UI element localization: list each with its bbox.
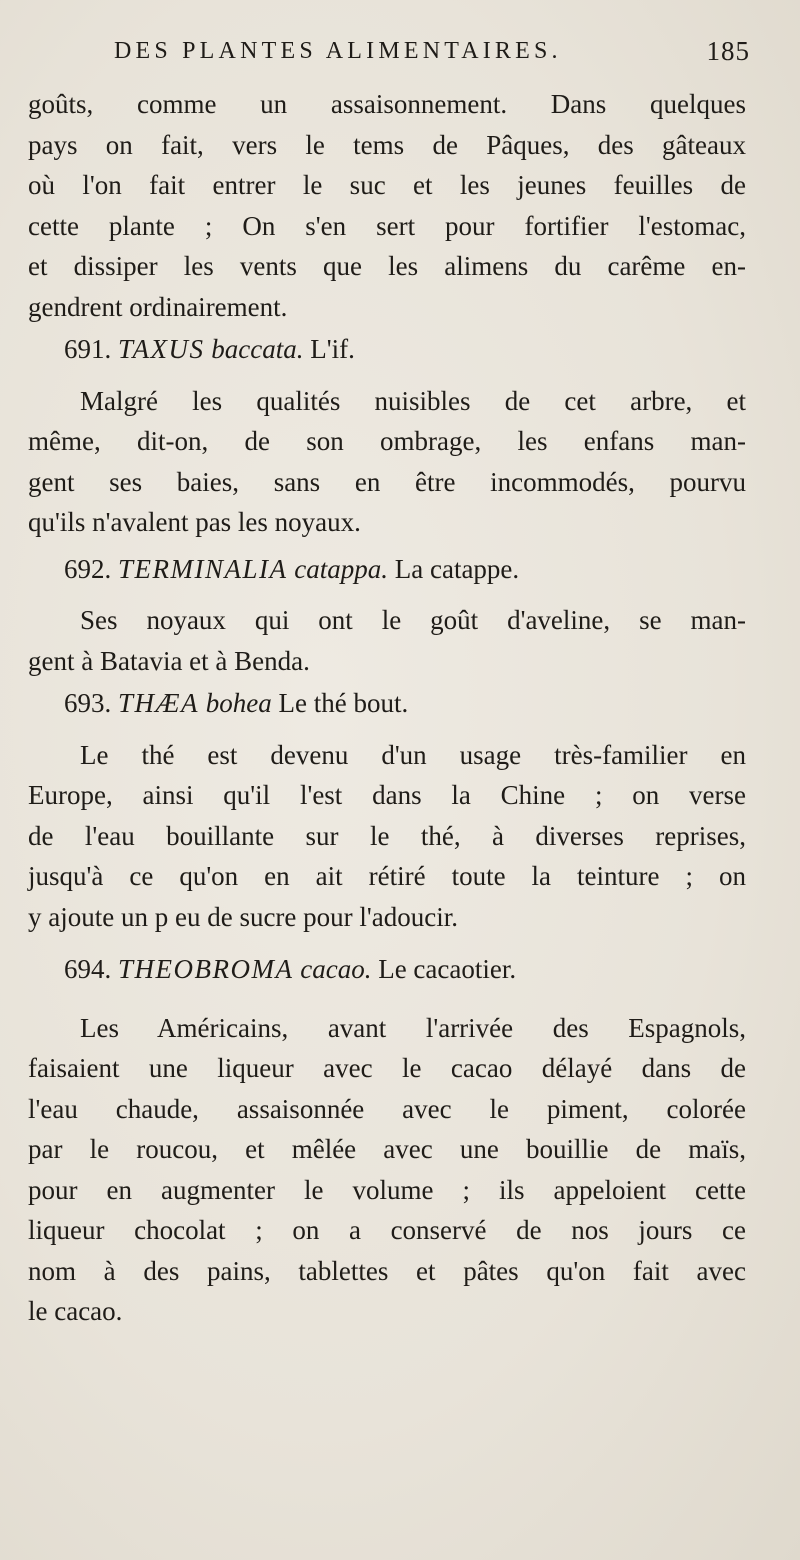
entry-heading-691 <box>28 329 746 370</box>
entry-common-name: Le thé bout. <box>278 688 409 718</box>
text-line: cette plante ; On s'en sert pour fortifier l'estomac, <box>28 210 746 241</box>
text-line: même, dit-on, de son ombrage, les enfans man- <box>28 426 746 456</box>
entry-genus: TERMINALIA <box>118 553 288 584</box>
text-line: le cacao. <box>28 1296 123 1326</box>
entry-common-name: Le cacaotier. <box>378 954 517 984</box>
entry-genus: THEOBROMA <box>118 954 294 984</box>
text-line: et dissiper les vents que les alimens du carême en- <box>28 251 746 281</box>
text-line: qu'ils n'avalent pas les noyaux. <box>28 507 361 537</box>
entry-heading-693 <box>28 683 746 724</box>
entry-heading-694 <box>28 949 746 990</box>
entry-number: 693. <box>64 688 112 718</box>
text-line: Malgré les qualités nuisibles de cet arbre, et <box>80 385 746 416</box>
entry-genus: TAXUS <box>118 334 205 364</box>
entry-genus: THÆA <box>118 688 200 718</box>
entry-paragraph-693 <box>28 735 746 938</box>
entry-common-name: La catappe. <box>394 553 520 584</box>
page-number: 185 <box>706 36 750 66</box>
text-line: gent ses baies, sans en être incommodés, pourvu <box>28 466 746 497</box>
text-line: Les Américains, avant l'arrivée des Espagnols, <box>80 1012 746 1043</box>
text-line: où l'on fait entrer le suc et les jeunes feuilles de <box>28 170 746 200</box>
text-line: Ses noyaux qui ont le goût d'aveline, se man- <box>80 605 746 635</box>
text-line: liqueur chocolat ; on a conservé de nos jours ce <box>28 1215 746 1245</box>
page-header <box>28 32 750 84</box>
entry-number: 692. <box>64 553 112 584</box>
entry-paragraph-691 <box>28 381 746 543</box>
entry-heading-692 <box>28 549 746 590</box>
text-line: goûts, comme un assaisonnement. Dans quelques <box>28 89 746 119</box>
text-line: Le thé est devenu d'un usage très-familier en <box>80 739 746 770</box>
entry-paragraph-694 <box>28 1008 746 1332</box>
text-line: jusqu'à ce qu'on en ait rétiré toute la teinture ; on <box>28 861 746 891</box>
entry-paragraph-692 <box>28 600 746 681</box>
entry-number: 694. <box>64 954 112 984</box>
text-line: par le roucou, et mêlée avec une bouillie de maïs, <box>28 1134 746 1164</box>
book-page <box>28 32 750 1332</box>
text-line: Europe, ainsi qu'il l'est dans la Chine ; on verse <box>28 780 746 810</box>
entry-species: baccata. <box>211 334 304 364</box>
text-line: gent à Batavia et à Benda. <box>28 645 310 676</box>
running-title: DES PLANTES ALIMENTAIRES. <box>114 38 562 64</box>
text-line: faisaient une liqueur avec le cacao délayé dans de <box>28 1053 746 1083</box>
entry-number: 691. <box>64 334 112 364</box>
entry-species: cacao. <box>300 954 372 984</box>
entry-species: catappa. <box>294 553 388 584</box>
text-line: nom à des pains, tablettes et pâtes qu'on fait avec <box>28 1255 746 1286</box>
entry-common-name: L'if. <box>310 334 355 364</box>
entry-species: bohea <box>205 688 272 718</box>
text-line: pays on fait, vers le tems de Pâques, des gâteaux <box>28 129 746 160</box>
text-line: pour en augmenter le volume ; ils appeloient cette <box>28 1174 746 1205</box>
text-line: l'eau chaude, assaisonnée avec le piment, colorée <box>28 1093 746 1124</box>
text-line: gendrent ordinairement. <box>28 291 288 322</box>
intro-paragraph <box>28 84 746 327</box>
text-line: y ajoute un p eu de sucre pour l'adoucir. <box>28 901 458 932</box>
text-line: de l'eau bouillante sur le thé, à diverses reprises, <box>28 820 746 851</box>
